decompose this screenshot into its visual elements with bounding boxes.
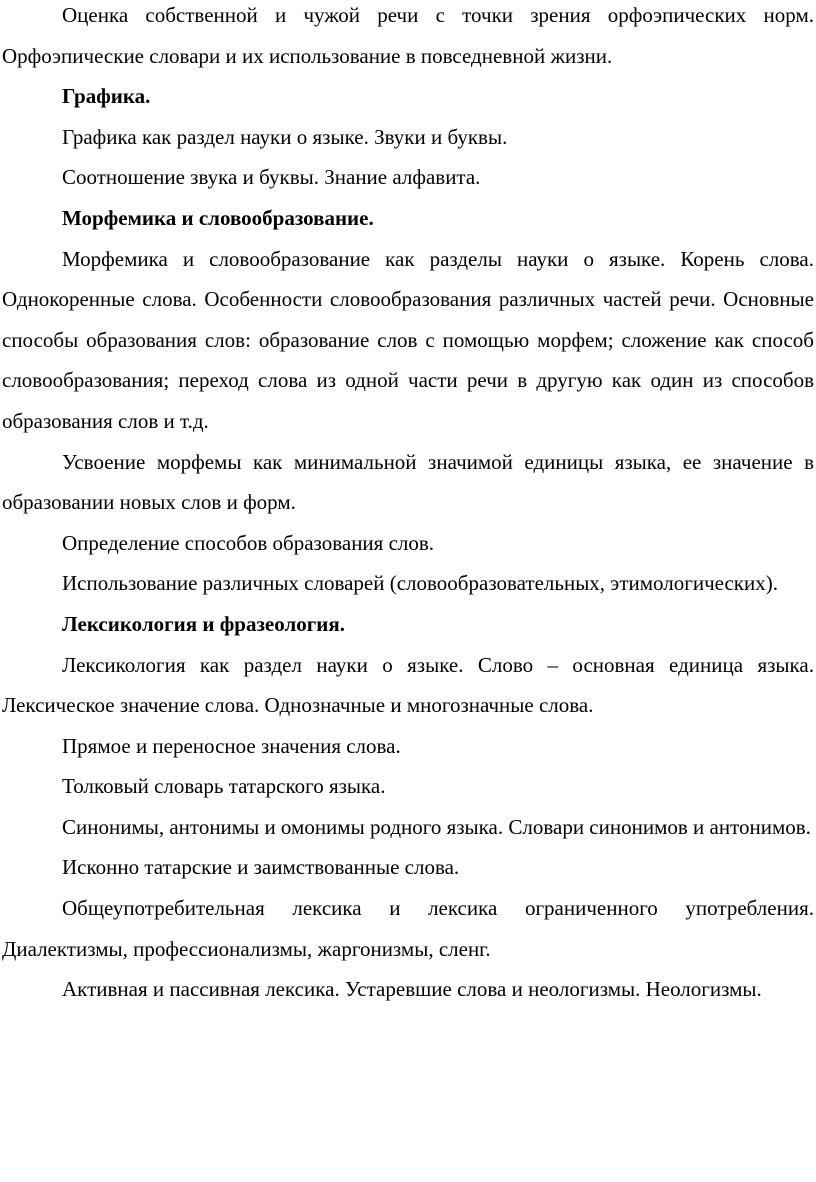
paragraph-synonyms-antonyms: Синонимы, антонимы и омонимы родного языка. Словари синонимов и антонимов. [62, 814, 811, 839]
paragraph-graphics-section: Графика как раздел науки о языке. Звуки и буквы. [62, 124, 508, 149]
paragraph-word-formation-methods: Определение способов образования слов. [62, 530, 435, 555]
paragraph-dictionaries-use: Использование различных словарей (словообразовательных, этимологических). [62, 571, 778, 596]
heading-morphemics: Морфемика и словообразование. [62, 205, 374, 230]
heading-lexicology: Лексикология и фразеология. [62, 611, 345, 636]
paragraph-lexicology-section: Лексикология как раздел науки о языке. Слово – основная единица языка. Лексическое значение слова. Однозначные и многозначные слова. [2, 652, 814, 718]
paragraph-active-passive: Активная и пассивная лексика. Устаревшие слова и неологизмы. Неологизмы. [62, 977, 762, 1002]
paragraph-common-restricted: Общеупотребительная лексика и лексика ограниченного употребления. Диалектизмы, профессионализмы, жаргонизмы, сленг. [2, 896, 814, 961]
heading-graphics: Графика. [62, 84, 151, 109]
paragraph-sound-letter: Соотношение звука и буквы. Знание алфавита. [62, 165, 481, 190]
paragraph-morphemics-section: Морфемика и словообразование как разделы науки о языке. Корень слова. Однокоренные слова. Особенности словообразования различных частей речи. Основные способы образования слов: образование слов с помощью морфем; сложение как способ словообразования; переход слова из одной части речи в другую как один из способов образования слов и т.д. [2, 246, 814, 433]
paragraph-explanatory-dictionary: Толковый словарь татарского языка. [62, 774, 386, 799]
paragraph-native-borrowed: Исконно татарские и заимствованные слова. [62, 855, 460, 880]
paragraph-direct-figurative: Прямое и переносное значения слова. [62, 733, 401, 758]
paragraph-morpheme-learning: Усвоение морфемы как минимальной значимой единицы языка, ее значение в образовании новых слов и форм. [2, 449, 814, 515]
paragraph-orthoepy-assessment: Оценка собственной и чужой речи с точки зрения орфоэпических норм. Орфоэпические словари и их использование в повседневной жизни. [2, 3, 814, 68]
